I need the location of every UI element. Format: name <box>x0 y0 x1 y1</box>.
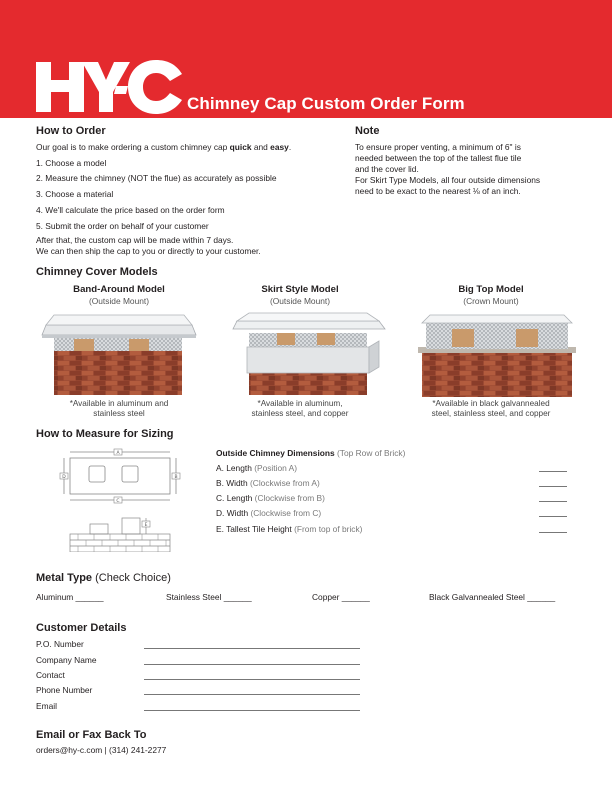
note-line-1: To ensure proper venting, a minimum of 6" is <box>355 142 521 152</box>
skirt-style-cap-image <box>227 311 397 397</box>
dim-b-input[interactable] <box>539 486 567 487</box>
model-mount: (Crown Mount) <box>463 296 519 306</box>
contact-field[interactable] <box>144 679 360 680</box>
header-banner <box>0 0 612 118</box>
band-around-cap-image <box>34 311 204 397</box>
models-heading: Chimney Cover Models <box>36 266 158 278</box>
metal-option-copper[interactable]: Copper ______ <box>312 592 370 602</box>
label-e: E <box>144 522 148 528</box>
dim-row-e: E. Tallest Tile Height (From top of brick) <box>216 524 363 534</box>
measurement-diagram <box>56 448 188 552</box>
how-to-order-heading: How to Order <box>36 125 106 137</box>
model-name: Skirt Style Model <box>261 284 339 295</box>
company-name-field[interactable] <box>144 664 360 665</box>
po-number-label: P.O. Number <box>36 639 84 649</box>
email-field[interactable] <box>144 710 360 711</box>
dim-e-input[interactable] <box>539 532 567 533</box>
phone-number-field[interactable] <box>144 694 360 695</box>
metal-option-stainless-steel[interactable]: Stainless Steel ______ <box>166 592 252 602</box>
model-availability-note: *Available in black galvannealed steel, stainless steel, and copper <box>431 399 551 418</box>
step-3: 3. Choose a material <box>36 189 114 199</box>
dim-row-b: B. Width (Clockwise from A) <box>216 478 320 488</box>
email-label: Email <box>36 701 57 711</box>
company-name-label: Company Name <box>36 655 97 665</box>
customer-heading: Customer Details <box>36 622 127 634</box>
model-name: Band-Around Model <box>73 284 165 295</box>
dim-row-a: A. Length (Position A) <box>216 463 298 473</box>
note-line-5: need to be exact to the nearest ⅛ of an inch. <box>355 186 521 196</box>
big-top-cap-image <box>412 311 582 397</box>
label-c: C <box>116 498 120 504</box>
contact-line[interactable]: orders@hy-c.com | (314) 241-2277 <box>36 745 167 755</box>
contact-heading: Email or Fax Back To <box>36 729 147 741</box>
after-text-2: We can then ship the cap to you or directly to your customer. <box>36 246 261 256</box>
model-skirt-style <box>210 284 390 306</box>
dim-c-input[interactable] <box>539 501 567 502</box>
model-band-around <box>29 284 209 306</box>
metal-option-black-galvannealed[interactable]: Black Galvannealed Steel ______ <box>429 592 556 602</box>
po-number-field[interactable] <box>144 648 360 649</box>
phone-number-label: Phone Number <box>36 685 93 695</box>
model-name: Big Top Model <box>458 284 524 295</box>
model-availability-note: *Available in aluminum, stainless steel, and copper <box>251 399 349 418</box>
contact-label: Contact <box>36 670 65 680</box>
dim-row-d: D. Width (Clockwise from C) <box>216 508 322 518</box>
model-big-top <box>401 284 581 306</box>
step-4: 4. We'll calculate the price based on the order form <box>36 205 225 215</box>
note-line-3: and the cover lid. <box>355 164 419 174</box>
dim-a-input[interactable] <box>539 471 567 472</box>
dim-d-input[interactable] <box>539 516 567 517</box>
label-d: D <box>62 474 66 480</box>
metal-option-aluminum[interactable]: Aluminum ______ <box>36 592 104 602</box>
label-b: B <box>174 474 178 480</box>
how-to-order-intro: Our goal is to make ordering a custom chimney cap quick and easy. <box>36 142 292 152</box>
note-line-4: For Skirt Type Models, all four outside dimensions <box>355 175 541 185</box>
dim-row-c: C. Length (Clockwise from B) <box>216 493 325 503</box>
hyc-logo <box>36 58 182 116</box>
after-text-1: After that, the custom cap will be made within 7 days. <box>36 235 234 245</box>
note-heading: Note <box>355 125 380 137</box>
model-availability-note: *Available in aluminum and stainless steel <box>69 399 169 418</box>
metal-heading: Metal Type (Check Choice) <box>36 572 171 584</box>
model-mount: (Outside Mount) <box>269 296 331 306</box>
note-line-2: needed between the top of the tallest flue tile <box>355 153 522 163</box>
dims-title: Outside Chimney Dimensions (Top Row of Brick) <box>216 448 406 458</box>
form-title: Chimney Cap Custom Order Form <box>187 94 465 113</box>
model-mount: (Outside Mount) <box>88 296 150 306</box>
step-2: 2. Measure the chimney (NOT the flue) as accurately as possible <box>36 173 277 183</box>
step-1: 1. Choose a model <box>36 158 107 168</box>
measure-heading: How to Measure for Sizing <box>36 428 174 440</box>
label-a: A <box>116 450 120 456</box>
step-5: 5. Submit the order on behalf of your customer <box>36 221 209 231</box>
